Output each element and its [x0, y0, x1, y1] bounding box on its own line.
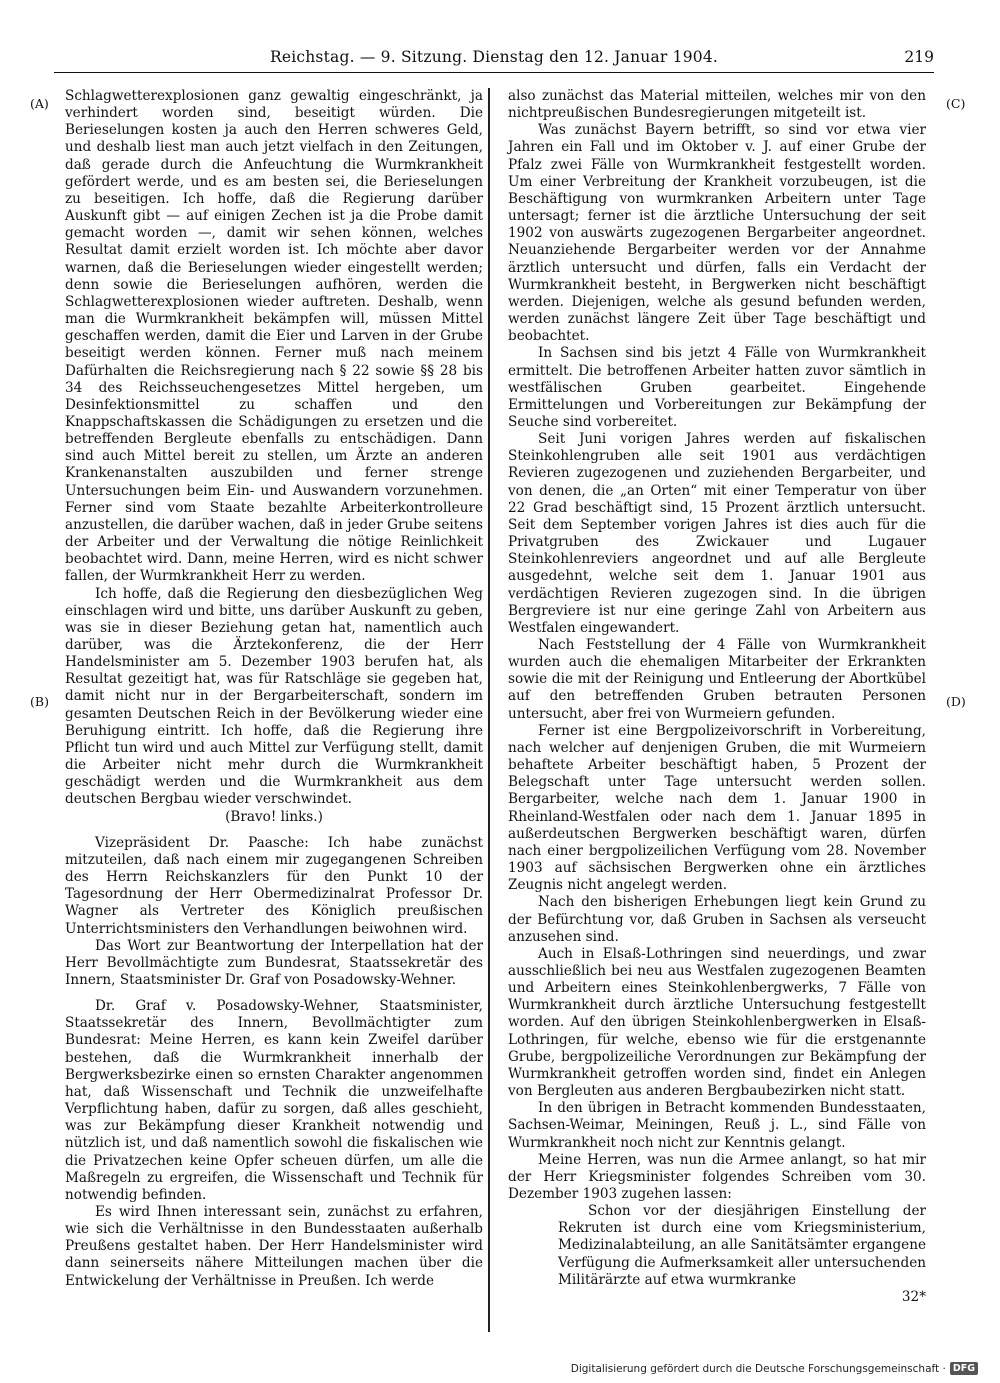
- paragraph: Was zunächst Bayern betrifft, so sind vor etwa vier Jahren ein Fall und im Oktober v. J. auf einer Grube der Pfalz zwei Fälle von Wurmkrankheit festgestellt worden. Um einer Verbreitung der Krankheit vorzubeugen, ist die Beschäftigung von wurmkranken Arbeitern unter Tage untersagt; ferner ist die ärztliche Untersuchung der seit 1902 von auswärts zugezogenen Bergarbeiter angeordnet. Neuanziehende Bergarbeiter werden vor der Annahme ärztlich untersucht und dürfen, falls ein Verdacht der Wurmkrankheit besteht, in Bergwerken nicht beschäftigt werden. Diejenigen, welche als gesund befunden werden, werden zunächst längere Zeit über Tage beschäftigt und beobachtet.: [508, 122, 926, 345]
- margin-marker-d: (D): [946, 694, 966, 709]
- paragraph: Vizepräsident Dr. Paasche: Ich habe zunächst mitzuteilen, daß nach einem mir zugegangenen Schreiben des Herrn Reichskanzlers für den Punkt 10 der Tagesordnung der Herr Obermedizinalrat Professor Dr. Wagner als Vertreter des Königlich preußischen Unterrichtsministers den Verhandlungen beiwohnen wird.: [65, 834, 483, 937]
- paragraph: In den übrigen in Betracht kommenden Bundesstaaten, Sachsen-Weimar, Meiningen, Reuß j. L., sind Fälle von Wurmkrankheit noch nicht zur Kenntnis gelangt.: [508, 1100, 926, 1151]
- paragraph: Ich hoffe, daß die Regierung den diesbezüglichen Weg einschlagen wird und bitte, uns darüber Auskunft zu geben, was sie in dieser Beziehung getan hat, namentlich auch darüber, was die Ärztekonferenz, die der Herr Handelsminister am 5. Dezember 1903 berufen hat, als Resultat gezeitigt hat, was für Ratschläge sie gegeben hat, damit nicht nur in der Bergarbeiterschaft, sondern im gesamten Deutschen Reich in der Bevölkerung wieder eine Beruhigung eintritt. Ich hoffe, daß die Regierung ihre Pflicht tun wird und auch Mittel zur Verfügung stellt, damit die Arbeiter nicht mehr durch die Wurmkrankheit geschädigt werden und die Wurmkrankheit aus dem deutschen Bergbau wieder verschwindet.: [65, 585, 483, 808]
- paragraph: Seit Juni vorigen Jahres werden auf fiskalischen Steinkohlengruben alle seit 1901 aus verdächtigen Revieren zugezogenen und zuziehenden Bergarbeiter, und von denen, die „an Orten“ mit einer Temperatur von über 22 Grad beschäftigt sind, 15 Prozent ärztlich untersucht. Seit dem September vorigen Jahres ist dies auch für die Privatgruben des Zwickauer und Lugauer Steinkohlenreviers angeordnet und auf alle Bergleute ausgedehnt, welche seit dem 1. Januar 1901 aus verdächtigen Revieren zugezogen sind. In die übrigen Bergreviere ist nur eine geringe Zahl von Arbeitern aus Westfalen eingewandert.: [508, 431, 926, 636]
- paragraph: Ferner ist eine Bergpolizeivorschrift in Vorbereitung, nach welcher auf denjenigen Gruben, die mit Wurmeiern behaftete Arbeiter beschäftigt haben, 5 Prozent der Belegschaft unter Tage untersucht werden sollen. Bergarbeiter, welche nach dem 1. Januar 1900 in Rheinland-Westfalen oder nach dem 1. Januar 1895 in außerdeutschen Bergwerken beschäftigt waren, dürfen nach einer bergpolizeilichen Verfügung vom 28. November 1903 auf sächsischen Bergwerken ohne ein ärztliches Zeugnis nicht angelegt werden.: [508, 722, 926, 894]
- page-number: 219: [904, 48, 934, 66]
- paragraph: In Sachsen sind bis jetzt 4 Fälle von Wurmkrankheit ermittelt. Die betroffenen Arbeiter hatten zuvor sämtlich in westfälischen Gruben gearbeitet. Eingehende Ermittelungen und Vorbereitungen zur Bekämpfung der Seuche sind vorbereitet.: [508, 345, 926, 430]
- margin-marker-b: (B): [30, 694, 49, 709]
- paragraph: Nach Feststellung der 4 Fälle von Wurmkrankheit wurden auch die ehemaligen Mitarbeiter der Erkrankten sowie die mit der Reinigung und Entleerung der Abortkübel auf den betreffenden Gruben betrauten Personen untersucht, aber frei von Wurmeiern gefunden.: [508, 637, 926, 722]
- paragraph: Meine Herren, was nun die Armee anlangt, so hat mir der Herr Kriegsminister folgendes Schreiben vom 30. Dezember 1903 zugehen lassen:: [508, 1151, 926, 1202]
- column-divider: [488, 88, 490, 1332]
- paragraph: Schlagwetterexplosionen ganz gewaltig eingeschränkt, ja verhindert worden sind, beseitigt würden. Die Berieselungen kosten ja auch den Herren schweres Geld, und deshalb liest man auch jetzt vielfach in den Zeitungen, daß gerade durch die Anfeuchtung die Wurmkrankheit gefördert werde, und es am besten sei, die Berieselungen zu beseitigen. Ich hoffe, daß die Regierung darüber Auskunft gibt — auf einigen Zechen ist ja die Probe damit gemacht worden —, damit wir sehen können, welches Resultat damit erzielt worden ist. Ich möchte aber davor warnen, daß die Berieselungen wieder eingestellt werden; denn sowie die Berieselungen aufhören, werden die Schlagwetterexplosionen wieder auftreten. Deshalb, wenn man die Wurmkrankheit bekämpfen will, müssen Mittel geschaffen werden, damit die Eier und Larven in der Grube beseitigt werden können. Ferner muß nach meinem Dafürhalten die Reichsregierung nach § 22 sowie §§ 28 bis 34 des Reichsseuchengesetzes Mittel hergeben, um Desinfektionsmittel zu schaffen und den Knappschaftskassen die Schädigungen zu ersetzen und die betreffenden Bergleute ebenfalls zu entschädigen. Dann sind auch Mittel bereit zu stellen, um Ärzte an anderen Krankenanstalten auszubilden und ferner strenge Untersuchungen beim Ein- und Auswandern vorzunehmen. Ferner sind vom Staate bezahlte Arbeiterkontrolleure anzustellen, die darüber wachen, daß in jeder Grube seitens der Arbeiter und der Verwaltung die nötige Reinlichkeit beobachtet wird. Dann, meine Herren, wird es nicht schwer fallen, der Wurmkrankheit Herr zu werden.: [65, 88, 483, 585]
- margin-marker-c: (C): [946, 96, 966, 111]
- quoted-letter: Schon vor der diesjährigen Einstellung der Rekruten ist durch eine vom Kriegsministerium, Medizinalabteilung, an alle Sanitätsämter ergangene Verfügung die Aufmerksamkeit aller untersuchenden Militärärzte auf etwa wurmkranke: [558, 1203, 926, 1288]
- paragraph: Das Wort zur Beantwortung der Interpellation hat der Herr Bevollmächtigte zum Bundesrat, Staatssekretär des Innern, Staatsminister Dr. Graf von Posadowsky-Wehner.: [65, 937, 483, 988]
- right-column: [508, 88, 926, 1306]
- speech-paragraph: Dr. Graf v. Posadowsky-Wehner, Staatsminister, Staatssekretär des Innern, Bevollmächtigter zum Bundesrat: Meine Herren, es kann kein Zweifel darüber bestehen, daß die Wurmkrankheit innerhalb der Bergwerksbezirke einen so ernsten Charakter angenommen hat, daß Wissenschaft und Technik die unzweifelhafte Verpflichtung haben, dafür zu sorgen, daß alles geschieht, was zur Bekämpfung dieser Krankheit notwendig und nützlich ist, und daß namentlich sowohl die fiskalischen wie die Privatzechen keine Opfer scheuen dürfen, um alle die Maßregeln zu ergreifen, die Wissenschaft und Technik für notwendig befinden.: [65, 998, 483, 1203]
- page-title: Reichstag. — 9. Sitzung. Dienstag den 12. Januar 1904.: [269, 48, 719, 66]
- footer-text: Digitalisierung gefördert durch die Deutsche Forschungsgemeinschaft ·: [570, 1362, 946, 1375]
- dfg-logo-icon: DFG: [950, 1362, 978, 1375]
- page-header: [54, 46, 934, 73]
- paragraph: Es wird Ihnen interessant sein, zunächst zu erfahren, wie sich die Verhältnisse in den Bundesstaaten außerhalb Preußens gestaltet haben. Der Herr Handelsminister wird dann seinerseits nähere Mitteilungen machen über die Entwickelung der Verhältnisse in Preußen. Ich werde: [65, 1204, 483, 1289]
- applause-note: (Bravo! links.): [225, 808, 323, 825]
- signature-mark: 32*: [901, 1288, 926, 1305]
- paragraph: Nach den bisherigen Erhebungen liegt kein Grund zu der Befürchtung vor, daß Gruben in Sachsen als verseucht anzusehen sind.: [508, 894, 926, 945]
- left-column: [65, 88, 483, 1290]
- paragraph: Auch in Elsaß-Lothringen sind neuerdings, und zwar ausschließlich bei neu aus Westfalen zugezogenen Beamten und Arbeitern eines Steinkohlenbergwerks, 7 Fälle von Wurmkrankheit durch ärztliche Untersuchung festgestellt worden. Auf den übrigen Steinkohlenbergwerken in Elsaß-Lothringen, für welche, ebenso wie für die erstgenannte Grube, bergpolizeiliche Verordnungen zur Bekämpfung der Wurmkrankheit getroffen worden sind, findet ein Anlegen von Bergleuten aus anderen Bergbaubezirken nicht statt.: [508, 945, 926, 1100]
- paragraph: also zunächst das Material mitteilen, welches mir von den nichtpreußischen Bundesregierungen mitgeteilt ist.: [508, 88, 926, 122]
- footer: [571, 1362, 978, 1375]
- margin-marker-a: (A): [30, 96, 49, 111]
